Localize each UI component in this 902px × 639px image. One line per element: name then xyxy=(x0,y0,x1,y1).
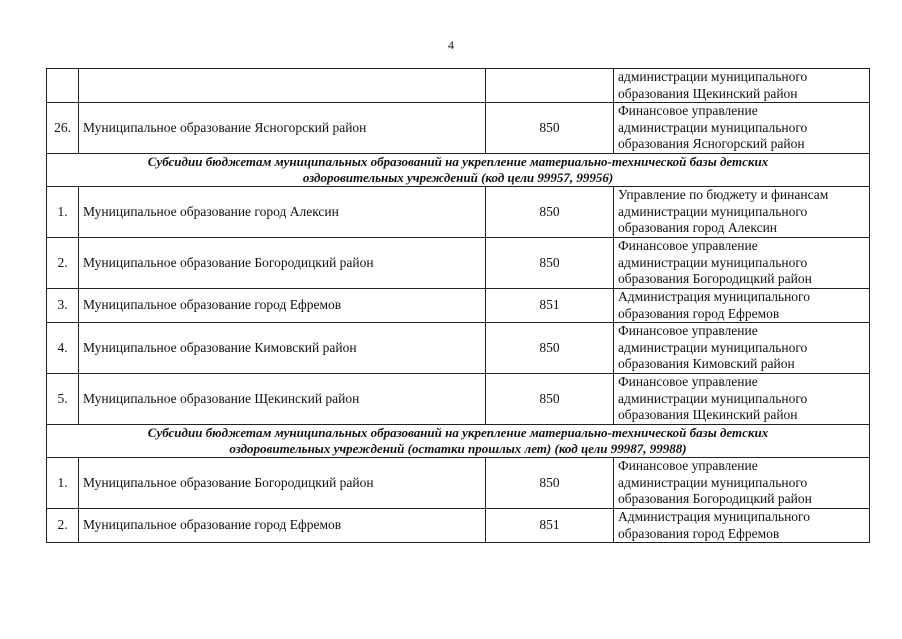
administrator-line: образования Ясногорский район xyxy=(618,136,805,152)
budget-code: 850 xyxy=(486,374,614,425)
table-row xyxy=(47,238,870,289)
section-title xyxy=(47,425,870,458)
municipality-name: Муниципальное образование Ясногорский район xyxy=(79,103,486,154)
administrator-line: Финансовое управление xyxy=(618,374,758,390)
row-number: 4. xyxy=(47,323,79,374)
budget-code: 851 xyxy=(486,289,614,323)
administrator-line: образования город Ефремов xyxy=(618,305,780,321)
municipality-name: Муниципальное образование город Ефремов xyxy=(79,289,486,323)
administrator-name xyxy=(614,187,870,238)
budget-code: 850 xyxy=(486,238,614,289)
administrator-line: Администрация муниципального xyxy=(618,509,811,524)
municipality-name: Муниципальное образование Богородицкий район xyxy=(79,458,486,509)
budget-code xyxy=(486,69,614,103)
budget-code: 851 xyxy=(486,509,614,543)
administrator-line: образования город Ефремов xyxy=(618,525,780,541)
administrator-line: Финансовое управление xyxy=(618,458,758,474)
table-row xyxy=(47,323,870,374)
municipality-name xyxy=(79,69,486,103)
administrator-line: образования Кимовский район xyxy=(618,356,795,372)
municipality-name: Муниципальное образование город Алексин xyxy=(79,187,486,238)
administrator-line: администрации муниципального xyxy=(618,69,808,84)
section-title-line: оздоровительных учреждений (остатки прошлых лет) (код цели 99987, 99988) xyxy=(229,441,687,456)
administrator-line: администрации муниципального xyxy=(618,254,808,270)
page-number: 4 xyxy=(448,38,454,52)
table-row xyxy=(47,289,870,323)
municipality-name: Муниципальное образование город Ефремов xyxy=(79,509,486,543)
administrator-line: администрации муниципального xyxy=(618,390,808,406)
administrator-line: администрации муниципального xyxy=(618,119,808,135)
table-row xyxy=(47,187,870,238)
budget-code: 850 xyxy=(486,458,614,509)
municipality-name: Муниципальное образование Богородицкий район xyxy=(79,238,486,289)
administrator-name xyxy=(614,69,870,103)
administrator-line: образования Щекинский район xyxy=(618,407,798,423)
table-row xyxy=(47,509,870,543)
row-number: 3. xyxy=(47,289,79,323)
administrator-line: образования город Алексин xyxy=(618,220,778,236)
table-row xyxy=(47,458,870,509)
municipality-name: Муниципальное образование Щекинский район xyxy=(79,374,486,425)
table-body xyxy=(47,69,870,543)
administrator-line: администрации муниципального xyxy=(618,474,808,490)
administrator-name xyxy=(614,374,870,425)
administrator-line: Финансовое управление xyxy=(618,238,758,254)
administrator-name xyxy=(614,238,870,289)
table-row xyxy=(47,103,870,154)
municipality-name: Муниципальное образование Кимовский район xyxy=(79,323,486,374)
budget-code: 850 xyxy=(486,103,614,154)
section-title-line: Субсидии бюджетам муниципальных образований на укрепление материально-технической базы детских xyxy=(147,154,769,169)
administrator-line: образования Богородицкий район xyxy=(618,491,812,507)
administrator-line: Управление по бюджету и финансам xyxy=(618,187,829,203)
row-number: 26. xyxy=(47,103,79,154)
administrator-line: администрации муниципального xyxy=(618,203,808,219)
administrator-name xyxy=(614,509,870,543)
administrator-line: Администрация муниципального xyxy=(618,289,811,304)
section-title-line: Субсидии бюджетам муниципальных образований на укрепление материально-технической базы детских xyxy=(147,425,769,440)
row-number: 2. xyxy=(47,509,79,543)
administrator-line: образования Щекинский район xyxy=(618,85,798,101)
row-number: 5. xyxy=(47,374,79,425)
subsidy-table xyxy=(46,68,870,543)
administrator-line: администрации муниципального xyxy=(618,339,808,355)
administrator-line: образования Богородицкий район xyxy=(618,271,812,287)
budget-code: 850 xyxy=(486,323,614,374)
row-number: 2. xyxy=(47,238,79,289)
administrator-name xyxy=(614,323,870,374)
administrator-name xyxy=(614,458,870,509)
row-number: 1. xyxy=(47,187,79,238)
budget-code: 850 xyxy=(486,187,614,238)
section-header-row xyxy=(47,154,870,187)
section-title-line: оздоровительных учреждений (код цели 99957, 99956) xyxy=(302,170,614,185)
administrator-name xyxy=(614,289,870,323)
table-row xyxy=(47,69,870,103)
row-number: 1. xyxy=(47,458,79,509)
administrator-line: Финансовое управление xyxy=(618,103,758,119)
table-row xyxy=(47,374,870,425)
administrator-name xyxy=(614,103,870,154)
section-header-row xyxy=(47,425,870,458)
section-title xyxy=(47,154,870,187)
administrator-line: Финансовое управление xyxy=(618,323,758,339)
row-number xyxy=(47,69,79,103)
